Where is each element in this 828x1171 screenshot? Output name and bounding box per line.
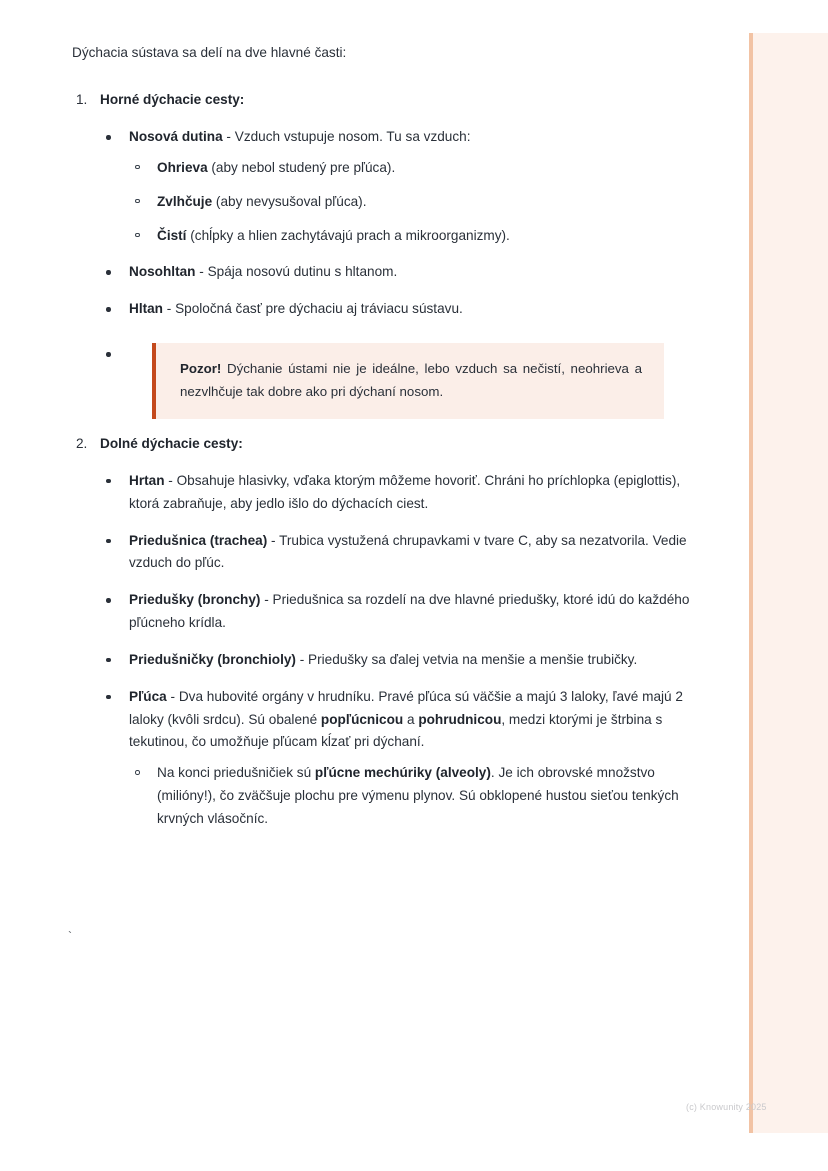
term: Čistí <box>157 227 187 243</box>
list-item <box>129 762 700 830</box>
section-1 <box>72 89 700 419</box>
item-text: (chĺpky a hlien zachytávajú prach a mikroorganizmy). <box>186 227 510 243</box>
decorative-side-strip <box>749 33 828 1133</box>
term: Pľúca <box>129 688 167 704</box>
dash: - <box>295 651 309 667</box>
list-item <box>100 686 700 831</box>
item-text: Priedušky sa ďalej vetvia na menšie a menšie trubičky. <box>308 651 638 667</box>
bullet-disc-icon <box>106 352 111 357</box>
bullet-circle-icon <box>135 199 140 204</box>
item-text: Priedušnica sa rozdelí na dve hlavné priedušky, ktoré idú do každého pľúcneho krídla. <box>129 592 690 631</box>
item-text: (aby nebol studený pre pľúca). <box>207 159 396 175</box>
list-item <box>100 589 700 635</box>
subitem-text-part2: . Je ich obrovské množstvo (milióny!), čo zväčšuje plochu pre výmenu plynov. Sú obklopené hustou sieťou tenkých krvných vlásočníc. <box>157 765 679 826</box>
pluca-subitems <box>129 762 700 830</box>
item-text: Vzduch vstupuje nosom. Tu sa vzduch: <box>234 129 471 145</box>
dash: - <box>166 688 179 704</box>
dash: - <box>164 472 177 488</box>
section-2-title: Dolné dýchacie cesty: <box>100 435 243 451</box>
item-text: Trubica vystužená chrupavkami v tvare C, aby sa nezatvorila. Vedie vzduch do pľúc. <box>129 532 687 571</box>
bullet-disc-icon <box>106 695 111 700</box>
list-item <box>100 649 700 672</box>
section-2-items <box>100 470 700 831</box>
term: Priedušničky (bronchioly) <box>129 651 296 667</box>
dash: - <box>195 264 208 280</box>
dash: - <box>260 592 273 608</box>
bullet-disc-icon <box>106 658 111 663</box>
dash: - <box>267 532 280 548</box>
item-text-part1: Dva hubovité orgány v hrudníku. Pravé pľúca sú väčšie a majú 3 laloky, ľavé majú 2 laloky (kvôli srdcu). Sú obalené <box>129 688 683 727</box>
term: Ohrieva <box>157 159 208 175</box>
term: Priedušky (bronchy) <box>129 592 261 608</box>
stray-backtick-mark: ` <box>68 929 72 943</box>
bullet-disc-icon <box>106 270 111 275</box>
bullet-disc-icon <box>106 479 111 484</box>
section-1-number: 1. <box>76 92 88 108</box>
bullet-circle-icon <box>135 770 140 775</box>
nosova-dutina-subitems <box>129 157 700 247</box>
section-2-number: 2. <box>76 435 88 451</box>
callout-list-item <box>100 343 700 419</box>
bullet-disc-icon <box>106 307 111 312</box>
decorative-side-strip-edge <box>749 33 753 1133</box>
section-1-items <box>100 126 700 419</box>
sections-list <box>72 89 700 831</box>
item-text-part3: , medzi ktorými je štrbina s tekutinou, čo umožňuje pľúcam kĺzať pri dýchaní. <box>129 711 663 750</box>
copyright-footer: (c) Knowunity 2025 <box>686 1102 767 1112</box>
list-item <box>100 298 700 321</box>
subitem-text-part1: Na konci priedušničiek sú <box>157 765 315 781</box>
list-item <box>129 191 700 214</box>
term: Hltan <box>129 301 163 317</box>
term: Nosohltan <box>129 264 196 280</box>
intro-paragraph: Dýchacia sústava sa delí na dve hlavné časti: <box>72 45 347 60</box>
bullet-circle-icon <box>135 233 140 238</box>
term: Priedušnica (trachea) <box>129 532 268 548</box>
subitem-bold-1: pľúcne mechúriky (alveoly) <box>314 765 491 781</box>
dash: - <box>222 129 235 145</box>
bullet-circle-icon <box>135 165 140 170</box>
callout-term: Pozor! <box>180 361 222 377</box>
list-item <box>100 470 700 516</box>
item-text: Spája nosovú dutinu s hltanom. <box>207 264 398 280</box>
list-item <box>100 530 700 576</box>
dash: - <box>162 301 176 317</box>
item-text: (aby nevysušoval pľúca). <box>212 193 367 209</box>
warning-callout <box>152 343 664 419</box>
bullet-disc-icon <box>106 598 111 603</box>
item-text: Spoločná časť pre dýchaciu aj tráviacu sústavu. <box>175 301 463 317</box>
callout-body: Dýchanie ústami nie je ideálne, lebo vzduch sa nečistí, neohrieva a nezvlhčuje tak dobre ako pri dýchaní nosom. <box>180 361 642 399</box>
callout-text <box>180 358 642 404</box>
term: Hrtan <box>129 472 165 488</box>
list-item <box>100 126 700 247</box>
item-bold-1: popľúcnicou <box>320 711 404 727</box>
term: Zvlhčuje <box>157 193 213 209</box>
section-2 <box>72 433 700 831</box>
list-item <box>129 157 700 180</box>
bullet-disc-icon <box>106 539 111 544</box>
term: Nosová dutina <box>129 129 223 145</box>
list-item <box>100 261 700 284</box>
section-1-title: Horné dýchacie cesty: <box>100 92 245 108</box>
bullet-disc-icon <box>106 135 111 140</box>
item-bold-2: pohrudnicou <box>418 711 502 727</box>
list-item <box>129 225 700 248</box>
item-text: Obsahuje hlasivky, vďaka ktorým môžeme hovoriť. Chráni ho príchlopka (epiglottis), ktorá zabraňuje, aby jedlo išlo do dýchacích ciest. <box>129 472 681 511</box>
item-text-part2: a <box>403 711 419 727</box>
